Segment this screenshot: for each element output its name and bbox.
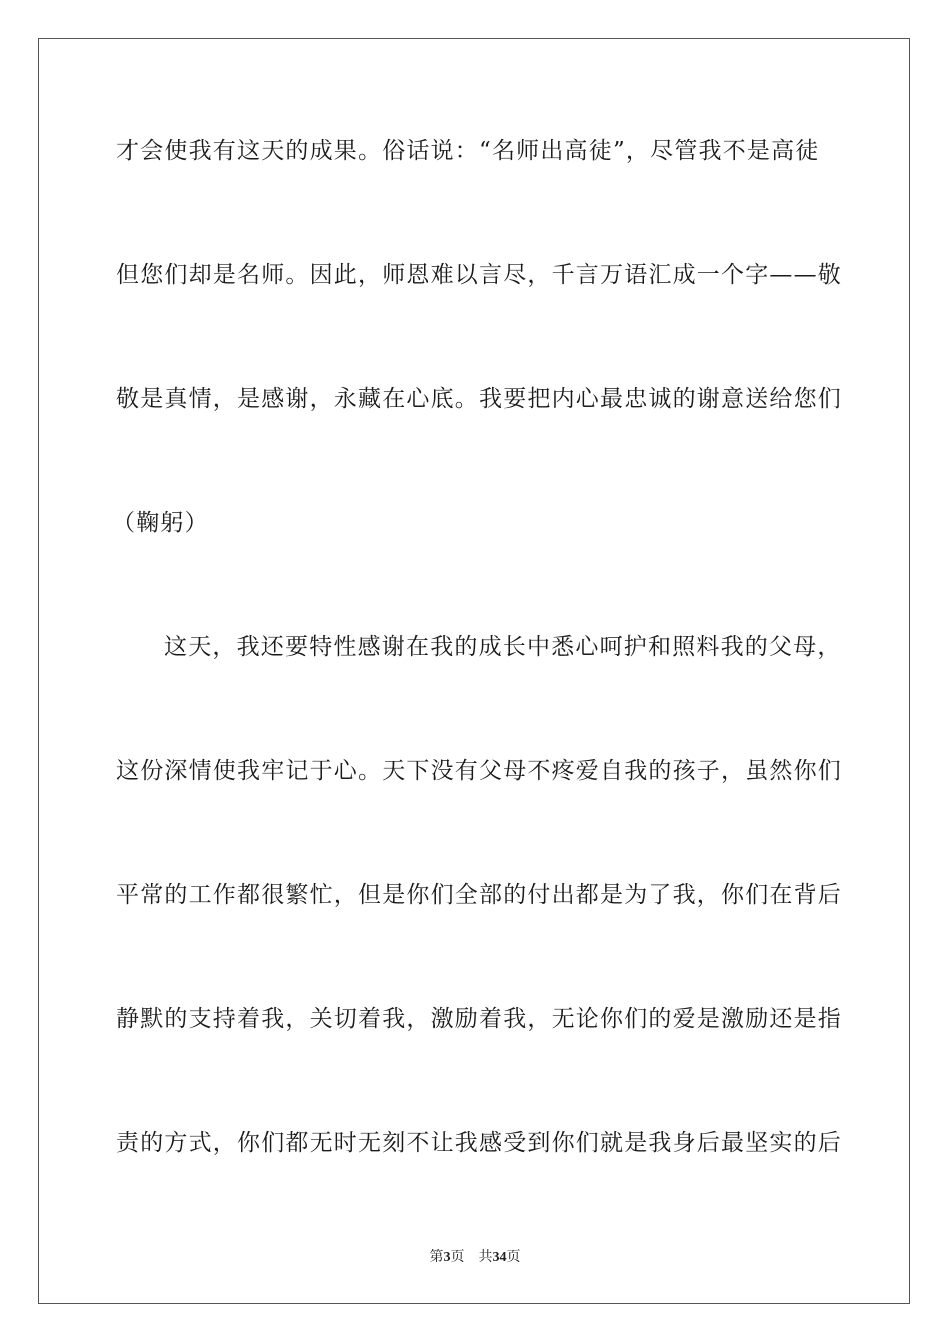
page-suffix: 页 (450, 1250, 465, 1265)
text-line-1: 才会使我有这天的成果。俗话说：“名师出高徒”，尽管我不是高徒 (116, 138, 820, 164)
total-suffix: 页 (506, 1250, 521, 1265)
text-line-9: 责的方式，你们都无时无刻不让我感受到你们就是我身后最坚实的后 (116, 1130, 842, 1156)
page-footer (0, 1246, 950, 1266)
page-border (38, 38, 910, 1304)
text-line-6: 这份深情使我牢记于心。天下没有父母不疼爱自我的孩子，虽然你们 (116, 758, 842, 784)
text-line-8: 静默的支持着我，关切着我，激励着我，无论你们的爱是激励还是指 (116, 1006, 842, 1032)
page-prefix: 第 (429, 1250, 444, 1265)
page-total-number: 34 (492, 1250, 507, 1265)
total-prefix: 共 (478, 1250, 493, 1265)
text-line-5-paragraph-start: 这天，我还要特性感谢在我的成长中悉心呵护和照料我的父母， (164, 634, 842, 660)
text-line-4: （鞠躬） (112, 510, 209, 536)
text-line-3: 敬是真情，是感谢，永藏在心底。我要把内心最忠诚的谢意送给您们 (116, 386, 842, 412)
text-line-7: 平常的工作都很繁忙，但是你们全部的付出都是为了我，你们在背后 (116, 882, 842, 908)
text-line-2: 但您们却是名师。因此，师恩难以言尽，千言万语汇成一个字——敬 (116, 262, 842, 288)
page-current-number: 3 (443, 1250, 451, 1265)
